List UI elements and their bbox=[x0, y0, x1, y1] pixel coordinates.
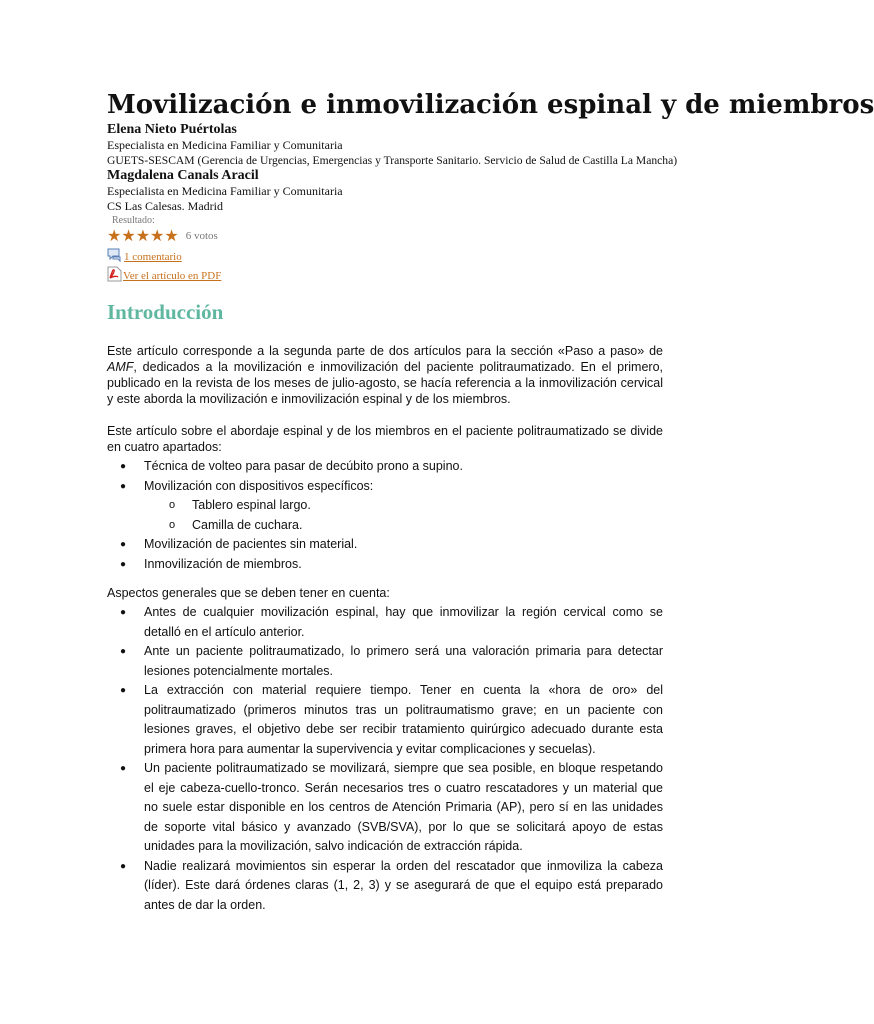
comments-link[interactable]: 1 comentario bbox=[124, 251, 182, 263]
list-item: ● La extracción con material requiere tiempo. Tener en cuenta la «hora de oro» del politraumatizado (primeros minutos tras un politraumatismo grave; en un paciente con lesiones graves, el objetivo debe ser recibir tratamiento quirúrgico adecuado durante esta primera hora para aumentar la supervivencia y evitar complicaciones y secuelas). bbox=[120, 683, 663, 756]
list-item: ● Ante un paciente politraumatizado, lo primero será una valoración primaria para detectar lesiones potencialmente mortales. bbox=[120, 644, 663, 678]
section-heading: Introducción bbox=[107, 300, 224, 324]
star-icon[interactable]: ★ bbox=[121, 226, 136, 245]
list-item: ● Movilización de pacientes sin material. bbox=[120, 537, 358, 551]
paragraph: Aspectos generales que se deben tener en cuenta: bbox=[107, 586, 390, 600]
list-item: ● Movilización con dispositivos específicos: bbox=[120, 478, 374, 493]
comments-row[interactable] bbox=[107, 245, 663, 263]
author-affiliation: CS Las Calesas. Madrid bbox=[107, 199, 223, 213]
author-affiliation: Especialista en Medicina Familiar y Comunitaria bbox=[107, 184, 343, 198]
list-item: o Camilla de cuchara. bbox=[169, 517, 303, 532]
rating[interactable] bbox=[107, 228, 663, 244]
author-name: Magdalena Canals Aracil bbox=[107, 168, 259, 183]
rating-label: Resultado: bbox=[112, 215, 155, 226]
article bbox=[107, 88, 874, 915]
rating-stars[interactable] bbox=[107, 228, 179, 244]
star-icon[interactable]: ★ bbox=[164, 226, 179, 245]
comment-icon[interactable] bbox=[107, 247, 123, 263]
sections-list bbox=[107, 535, 663, 574]
sections-list bbox=[107, 457, 663, 496]
star-icon[interactable]: ★ bbox=[107, 226, 122, 245]
pdf-icon[interactable] bbox=[107, 266, 122, 282]
votes-count: 6 votos bbox=[185, 230, 218, 242]
list-item: ● Nadie realizará movimientos sin esperar la orden del rescatador que inmoviliza la cabeza (líder). Este dará órdenes claras (1, 2, 3) y se asegurará de que el equipo está preparado antes de dar la orden. bbox=[120, 858, 663, 912]
author-name: Elena Nieto Puértolas bbox=[107, 122, 237, 137]
pdf-link[interactable]: Ver el artículo en PDF bbox=[123, 270, 222, 282]
list-item: ● Técnica de volteo para pasar de decúbito prono a supino. bbox=[120, 459, 463, 473]
aspects-list bbox=[107, 603, 663, 915]
paragraph: Este artículo sobre el abordaje espinal y de los miembros en el paciente politraumatizado se divide en cuatro apartados: bbox=[107, 424, 663, 454]
star-icon[interactable]: ★ bbox=[150, 226, 165, 245]
paragraph: Este artículo corresponde a la segunda parte de dos artículos para la sección «Paso a paso» de AMF, dedicados a la movilización e inmovilización del paciente politraumatizado. En el primero, publicado en la revista de los meses de julio-agosto, se hacía referencia a la inmovilización cervical y este aborda la movilización e inmovilización espinal y de los miembros. bbox=[107, 344, 663, 406]
list-item: ● Un paciente politraumatizado se movilizará, siempre que sea posible, en bloque respetando el eje cabeza-cuello-tronco. Serán necesarios tres o cuatro rescatadores y un material que no suele estar disponible en los centros de Atención Primaria (AP), pero sí en las unidades de soporte vital básico y avanzado (SVB/SVA), por lo que se solicitará apoyo de estas unidades para la movilización, salvo indicación de extracción rápida. bbox=[120, 761, 663, 853]
author-affiliation: GUETS-SESCAM (Gerencia de Urgencias, Emergencias y Transporte Sanitario. Servicio de Salud de Castilla La Mancha) bbox=[107, 154, 678, 167]
list-item: ● Antes de cualquier movilización espinal, hay que inmovilizar la región cervical como se detalló en el artículo anterior. bbox=[120, 605, 663, 639]
author-affiliation: Especialista en Medicina Familiar y Comunitaria bbox=[107, 138, 343, 152]
star-icon[interactable]: ★ bbox=[135, 226, 151, 245]
list-item: ● Inmovilización de miembros. bbox=[120, 556, 302, 571]
subsections-list bbox=[107, 496, 663, 535]
article-title: Movilización e inmovilización espinal y de miembros bbox=[107, 90, 874, 120]
pdf-row[interactable] bbox=[107, 264, 663, 282]
list-item: o Tablero espinal largo. bbox=[169, 498, 311, 512]
